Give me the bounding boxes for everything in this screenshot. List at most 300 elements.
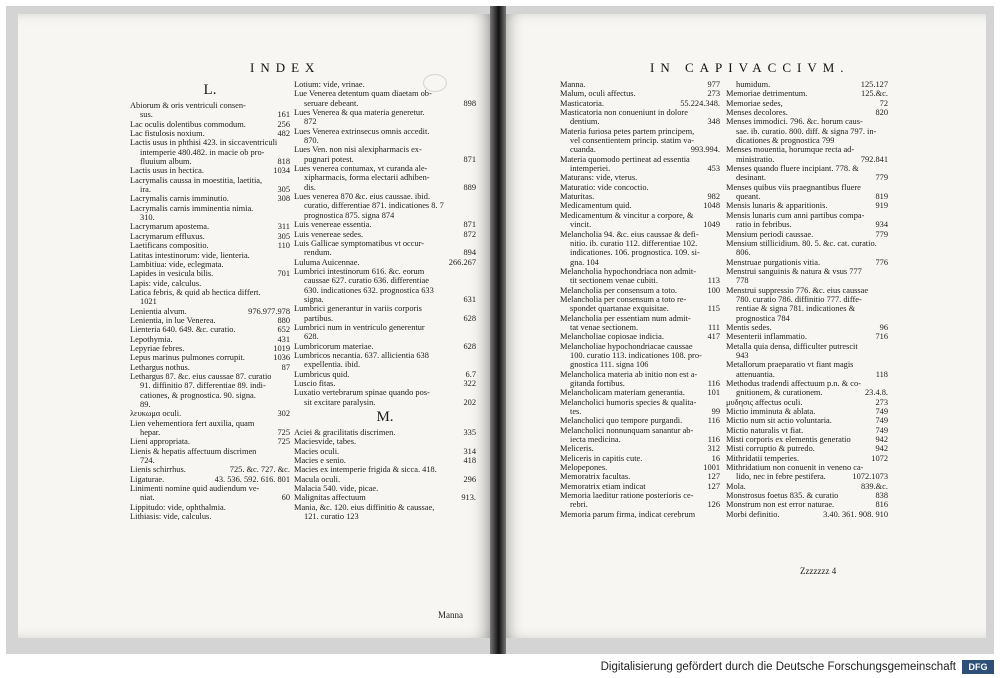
index-entry xyxy=(294,127,476,136)
entry-text: Lien vehementiora fert auxilia, quam xyxy=(130,418,255,428)
entry-text: 1021 xyxy=(140,297,157,307)
left-catchword: Manna xyxy=(438,610,463,620)
entry-text: Mentis sedes. xyxy=(726,322,772,332)
index-entry xyxy=(726,472,888,481)
entry-text: Lactis usus in phthisi 423. in siccaventriculi xyxy=(130,138,278,148)
index-entry xyxy=(130,222,290,231)
entry-page-ref: 16 xyxy=(711,453,720,463)
entry-text: Macies e senio. xyxy=(294,456,346,466)
index-entry xyxy=(560,398,720,407)
entry-page-ref: 725. &c. 727. &c. xyxy=(229,465,290,475)
entry-text: Melancholici quo tempore purgandi. xyxy=(560,416,683,426)
entry-text: Lues Venerea & qua materia generetur. xyxy=(294,108,425,118)
entry-text: Lumbricorum materiae. xyxy=(294,341,374,351)
index-entry xyxy=(726,183,888,192)
entry-text: cuanda. xyxy=(570,145,596,155)
entry-text: μυδησις affectus oculi. xyxy=(726,397,803,407)
index-entry xyxy=(130,185,290,194)
entry-page-ref: 110 xyxy=(277,241,290,251)
index-entry xyxy=(294,155,476,164)
index-entry xyxy=(560,276,720,285)
entry-text: Macula oculi. xyxy=(294,474,341,484)
index-entry xyxy=(294,276,476,285)
index-entry xyxy=(130,381,290,390)
entry-text: curatio, differentiae 871. indicationes 8. 7 xyxy=(304,201,444,211)
entry-text: Materia quomodo pertineat ad essentia xyxy=(560,154,690,164)
entry-text: Mithridatium non conuenit in veneno ca- xyxy=(726,463,864,473)
entry-page-ref: 126 xyxy=(707,500,720,510)
index-entry xyxy=(130,447,290,456)
entry-text: 724. xyxy=(140,456,155,466)
entry-text: Lumbricos necantia. 637. allicientia 638 xyxy=(294,350,429,360)
entry-text: Menses immodici. 796. &c. horum caus- xyxy=(726,117,863,127)
entry-text: Lac oculis dolentibus commodum. xyxy=(130,119,246,129)
entry-page-ref: 776 xyxy=(875,257,888,267)
index-entry xyxy=(726,239,888,248)
index-entry xyxy=(726,136,888,145)
entry-text: expellentia. ibid. xyxy=(304,360,361,370)
entry-text: spondet quartanae exquisitae. xyxy=(570,304,669,314)
entry-text: Masticatoria. xyxy=(560,98,604,108)
entry-page-ref: 431 xyxy=(277,334,290,344)
entry-page-ref: 43. 536. 592. 616. 801 xyxy=(214,474,290,484)
left-page xyxy=(18,14,494,638)
entry-page-ref: 116 xyxy=(707,435,720,445)
entry-text: Lue Venerea detentum quam diaetam ob- xyxy=(294,89,432,99)
entry-text: Lippitudo: vide, ophthalmia. xyxy=(130,502,226,512)
entry-page-ref: 1049 xyxy=(703,220,720,230)
entry-page-ref: 818 xyxy=(277,157,290,167)
entry-page-ref: 725 xyxy=(277,437,290,447)
entry-text: Lues Venerea extrinsecus omnis accedit. xyxy=(294,126,430,136)
entry-page-ref: 716 xyxy=(875,332,888,342)
index-entry xyxy=(130,493,290,502)
index-entry xyxy=(130,129,290,138)
entry-page-ref: 871 xyxy=(463,220,476,230)
entry-text: Manna. xyxy=(560,80,586,89)
left-running-head: INDEX xyxy=(250,60,321,75)
entry-text: Maciesvide, tabes. xyxy=(294,437,357,447)
index-entry xyxy=(560,117,720,126)
index-entry xyxy=(560,482,720,491)
index-entry xyxy=(294,437,476,446)
entry-text: caussae 627. curatio 636. differentiae xyxy=(304,276,429,286)
entry-page-ref: 779 xyxy=(875,229,888,239)
index-entry xyxy=(560,89,720,98)
entry-text: Luxatio vertebrarum spinae quando pos- xyxy=(294,388,430,398)
index-entry xyxy=(726,258,888,267)
funding-credit: Digitalisierung gefördert durch die Deutsche Forschungsgemeinschaft xyxy=(600,661,956,673)
index-entry xyxy=(294,192,476,201)
dfg-logo: DFG xyxy=(962,660,994,674)
index-entry xyxy=(726,416,888,425)
right-page xyxy=(500,14,986,638)
entry-text: Aciei & gracilitatis discrimen. xyxy=(294,428,396,438)
entry-page-ref: 60 xyxy=(281,493,290,503)
entry-text: Lienteria 640. 649. &c. curatio. xyxy=(130,325,236,335)
index-entry xyxy=(726,211,888,220)
entry-page-ref: 23.4.8. xyxy=(864,388,888,398)
entry-page-ref: 976.977.978 xyxy=(248,306,290,316)
entry-text: humidum. xyxy=(736,80,771,89)
entry-text: tes. xyxy=(570,407,582,417)
right-index-column-1 xyxy=(560,80,720,519)
entry-text: Melancholiae copiosae indicia. xyxy=(560,332,664,342)
entry-text: hepar. xyxy=(140,428,161,438)
entry-text: Monstrum non est error naturae. xyxy=(726,500,835,510)
index-entry xyxy=(130,194,290,203)
entry-text: ministratio. xyxy=(736,154,775,164)
index-entry xyxy=(130,400,290,409)
index-entry xyxy=(560,510,720,519)
entry-page-ref: 871 xyxy=(463,154,476,164)
entry-page-ref: 838 xyxy=(875,491,888,501)
entry-text: Lethargus 87. &c. eius caussae 87. curatio xyxy=(130,371,272,381)
entry-text: Lenientia alvum. xyxy=(130,306,187,316)
index-entry xyxy=(560,370,720,379)
index-entry xyxy=(294,428,476,437)
index-entry xyxy=(726,444,888,453)
entry-text: 630. indicationes 632. prognostica 633 xyxy=(304,285,434,295)
index-entry xyxy=(294,342,476,351)
entry-page-ref: 202 xyxy=(463,397,476,407)
entry-text: rentiae & signa 781. indicationes & xyxy=(736,304,856,314)
index-entry xyxy=(130,120,290,129)
entry-text: sus. xyxy=(140,110,153,120)
entry-text: sae. ib. curatio. 800. diff. & signa 797. in- xyxy=(736,126,877,136)
index-entry xyxy=(726,332,888,341)
entry-text: Lieni appropriata. xyxy=(130,437,190,447)
entry-page-ref: 116 xyxy=(707,416,720,426)
index-entry xyxy=(294,267,476,276)
index-entry xyxy=(560,239,720,248)
index-entry xyxy=(726,482,888,491)
entry-text: Mithridatii temperies. xyxy=(726,453,800,463)
right-index-column-2 xyxy=(726,80,888,519)
index-entry xyxy=(294,304,476,313)
entry-text: prognostica 784 xyxy=(736,313,790,323)
index-entry xyxy=(294,258,476,267)
index-entry xyxy=(130,157,290,166)
entry-page-ref: 273 xyxy=(875,397,888,407)
index-entry xyxy=(726,314,888,323)
entry-text: Lienis schirrhus. xyxy=(130,465,186,475)
entry-text: Ligaturae. xyxy=(130,474,165,484)
index-entry xyxy=(560,407,720,416)
index-entry xyxy=(560,127,720,136)
index-entry xyxy=(726,267,888,276)
entry-page-ref: 96 xyxy=(879,322,888,332)
index-entry xyxy=(560,323,720,332)
entry-text: Meliceris in capitis cute. xyxy=(560,453,643,463)
index-entry xyxy=(726,164,888,173)
entry-page-ref: 1001 xyxy=(703,463,720,473)
entry-text: intemperie 480.482. in macie ob pro- xyxy=(140,147,265,157)
entry-text: Luis Gallicae symptomatibus vt occur- xyxy=(294,238,425,248)
entry-text: Lacrymalis carnis imminentia nimia. xyxy=(130,203,254,213)
index-entry xyxy=(560,500,720,509)
index-entry xyxy=(294,230,476,239)
entry-text: 806. xyxy=(736,248,751,258)
index-entry xyxy=(560,201,720,210)
entry-page-ref: 628 xyxy=(463,341,476,351)
book-gutter xyxy=(490,6,506,654)
entry-page-ref: 417 xyxy=(707,332,720,342)
entry-page-ref: 418 xyxy=(463,456,476,466)
entry-text: Melancholia per consensum a toto re- xyxy=(560,294,687,304)
entry-text: Mania, &c. 120. eius diffinitio & caussae, xyxy=(294,502,435,512)
entry-text: 89. xyxy=(140,400,151,409)
entry-text: tit sectionem venae cubiti. xyxy=(570,276,658,286)
entry-text: Mensis lunaris & apparitionis. xyxy=(726,201,828,211)
entry-text: Misti corporis ex elementis generatio xyxy=(726,435,851,445)
entry-text: Lambitiua: vide, eclegmata. xyxy=(130,259,224,269)
entry-text: Lumbrici generantur in variis corporis xyxy=(294,304,422,314)
index-entry xyxy=(130,325,290,334)
right-catchword: Zzzzzzz 4 xyxy=(800,566,837,576)
entry-text: sit excitare paralysin. xyxy=(304,397,376,407)
entry-page-ref: 335 xyxy=(463,428,476,438)
entry-page-ref: 296 xyxy=(463,474,476,484)
index-entry xyxy=(130,176,290,185)
index-entry xyxy=(130,251,290,260)
entry-text: 100. curatio 113. indicationes 108. pro- xyxy=(570,350,702,360)
index-entry xyxy=(294,493,476,502)
index-entry xyxy=(726,276,888,285)
index-entry xyxy=(726,435,888,444)
index-entry xyxy=(130,204,290,213)
entry-text: Melancholia hypochondriaca non admit- xyxy=(560,266,697,276)
index-entry xyxy=(726,220,888,229)
index-entry xyxy=(726,230,888,239)
index-entry xyxy=(294,89,476,98)
index-entry xyxy=(294,145,476,154)
index-entry xyxy=(560,332,720,341)
left-index-column-1 xyxy=(130,80,290,521)
entry-text: 310. xyxy=(140,213,155,223)
index-entry xyxy=(130,344,290,353)
index-entry xyxy=(560,164,720,173)
entry-text: Lenientia, in lue Venerea. xyxy=(130,315,216,325)
entry-page-ref: 308 xyxy=(277,194,290,204)
entry-text: Luscio fitas. xyxy=(294,379,336,388)
entry-text: Lepus marinus pulmones corrupit. xyxy=(130,353,245,363)
entry-text: Abiorum & oris ventriculi consen- xyxy=(130,101,246,110)
index-entry xyxy=(560,136,720,145)
index-entry xyxy=(294,295,476,304)
entry-page-ref: 266.267 xyxy=(448,257,476,267)
entry-text: Lapis: vide, calculus. xyxy=(130,278,202,288)
entry-text: gnitionem, & curationem. xyxy=(736,388,823,398)
index-entry xyxy=(560,426,720,435)
index-entry xyxy=(726,201,888,210)
entry-text: niat. xyxy=(140,493,155,503)
entry-page-ref: 305 xyxy=(277,185,290,195)
index-entry xyxy=(130,307,290,316)
entry-text: Masticatoria non conueniunt in dolore xyxy=(560,108,688,118)
index-entry xyxy=(130,503,290,512)
entry-text: indicationes. 106. prognostica. 109. si- xyxy=(570,248,700,258)
index-entry xyxy=(294,456,476,465)
entry-page-ref: 982 xyxy=(707,192,720,202)
entry-text: Malacia 540. vide, picae. xyxy=(294,484,379,494)
entry-text: Mesenterii inflammatio. xyxy=(726,332,807,342)
entry-page-ref: 628 xyxy=(463,313,476,323)
index-entry xyxy=(560,286,720,295)
entry-text: lido, nec in febre pestifera. xyxy=(736,472,826,482)
index-entry xyxy=(726,388,888,397)
index-entry xyxy=(294,108,476,117)
entry-text: Menstruae purgationis vitia. xyxy=(726,257,821,267)
index-entry xyxy=(130,437,290,446)
entry-text: Malignitas affectuum xyxy=(294,493,366,503)
entry-page-ref: 305 xyxy=(277,231,290,241)
index-entry xyxy=(294,360,476,369)
entry-text: 780. curatio 786. diffinitio 777. diffe- xyxy=(736,294,862,304)
entry-text: xipharmacis, forma electarii adhiben- xyxy=(304,173,430,183)
index-entry xyxy=(294,484,476,493)
index-entry xyxy=(726,145,888,154)
entry-text: Memoriae detrimentum. xyxy=(726,89,808,99)
entry-page-ref: 302 xyxy=(277,409,290,419)
entry-text: rendum. xyxy=(304,248,332,258)
index-entry xyxy=(294,503,476,512)
entry-text: Laetificans compositio. xyxy=(130,241,209,251)
index-entry xyxy=(130,428,290,437)
index-entry xyxy=(294,80,476,89)
entry-text: Lienis & hepatis affectuum discrimen xyxy=(130,446,257,456)
entry-text: Maturitas. xyxy=(560,192,595,202)
index-entry xyxy=(560,454,720,463)
index-entry xyxy=(560,173,720,182)
entry-text: Lumbrici intestinorum 616. &c. eorum xyxy=(294,266,425,276)
entry-text: Melancholia 94. &c. eius caussae & defi- xyxy=(560,229,699,239)
entry-text: ira. xyxy=(140,185,151,195)
entry-page-ref: 913. xyxy=(461,493,476,503)
entry-page-ref: 1034 xyxy=(273,166,290,176)
entry-text: prognostica 875. signa 874 xyxy=(304,210,395,220)
entry-text: pugnari potest. xyxy=(304,154,354,164)
entry-text: iecta medicina. xyxy=(570,435,621,445)
index-entry xyxy=(294,286,476,295)
entry-text: Memoriae sedes, xyxy=(726,98,783,108)
entry-page-ref: 273 xyxy=(707,89,720,99)
index-entry xyxy=(130,353,290,362)
index-entry xyxy=(294,379,476,388)
entry-page-ref: 820 xyxy=(875,108,888,118)
entry-text: intemperiei. xyxy=(570,164,611,174)
entry-text: vincit. xyxy=(570,220,592,230)
entry-text: Macies ex intemperie frigida & sicca. 418. xyxy=(294,465,437,475)
entry-page-ref: 322 xyxy=(463,379,476,388)
entry-text: Lepothymia. xyxy=(130,334,173,344)
entry-page-ref: 779 xyxy=(875,173,888,183)
index-entry xyxy=(726,379,888,388)
index-entry xyxy=(726,491,888,500)
entry-page-ref: 115 xyxy=(707,304,720,314)
index-entry xyxy=(726,304,888,313)
index-entry xyxy=(560,230,720,239)
index-entry xyxy=(130,148,290,157)
entry-page-ref: 701 xyxy=(277,269,290,279)
entry-page-ref: 934 xyxy=(875,220,888,230)
entry-text: Lapides in vesicula bilis. xyxy=(130,269,214,279)
entry-text: nitio. ib. curatio 112. differentiae 102. xyxy=(570,238,698,248)
index-entry xyxy=(130,475,290,484)
entry-text: Lues venerea contumax, vt curanda ale- xyxy=(294,164,428,174)
index-entry xyxy=(294,512,476,521)
entry-page-ref: 348 xyxy=(707,117,720,127)
index-entry xyxy=(726,407,888,416)
index-entry xyxy=(560,155,720,164)
right-running-head: IN CAPIVACCIVM. xyxy=(650,60,850,75)
index-entry xyxy=(560,267,720,276)
index-entry xyxy=(726,398,888,407)
entry-text: Metallorum praeparatio vt fiant magis xyxy=(726,360,854,370)
entry-page-ref: 87 xyxy=(281,362,290,372)
entry-text: Metalla quia densa, difficulter putrescit xyxy=(726,341,858,351)
index-entry xyxy=(130,409,290,418)
index-entry xyxy=(294,164,476,173)
entry-text: Lumbricus quid. xyxy=(294,369,350,379)
entry-page-ref: 453 xyxy=(707,164,720,174)
index-entry xyxy=(560,435,720,444)
entry-text: ratio in febribus. xyxy=(736,220,792,230)
entry-page-ref: 161 xyxy=(277,110,290,120)
entry-page-ref: 816 xyxy=(875,500,888,510)
index-entry xyxy=(294,136,476,145)
entry-page-ref: 631 xyxy=(463,294,476,304)
entry-text: Lethargus nothus. xyxy=(130,362,190,372)
entry-text: Lues venerea 870 &c. eius caussae. ibid. xyxy=(294,192,431,202)
index-entry xyxy=(130,419,290,428)
entry-text: Latica febris, & quid ab hectica differt. xyxy=(130,287,261,297)
entry-text: 121. curatio 123 xyxy=(304,512,359,522)
entry-page-ref: 127 xyxy=(707,472,720,482)
entry-page-ref: 749 xyxy=(875,407,888,417)
index-entry xyxy=(560,379,720,388)
entry-page-ref: 256 xyxy=(277,119,290,129)
entry-text: Latitas intestinorum: vide, lienteria. xyxy=(130,250,250,260)
entry-page-ref: 101 xyxy=(707,388,720,398)
entry-text: Macies oculi. xyxy=(294,446,340,456)
section-letter: L. xyxy=(203,82,217,98)
entry-text: gna. 104 xyxy=(570,257,599,267)
index-entry xyxy=(130,260,290,269)
entry-text: Melancholici nonnunquam sanantur ab- xyxy=(560,425,694,435)
entry-text: 872 xyxy=(304,117,317,127)
entry-text: attenuantia. xyxy=(736,369,775,379)
entry-page-ref: 311 xyxy=(277,222,290,232)
index-entry xyxy=(726,173,888,182)
entry-page-ref: 889 xyxy=(463,182,476,192)
index-entry xyxy=(726,342,888,351)
index-entry xyxy=(560,258,720,267)
entry-text: Misti corruptio & putredo. xyxy=(726,444,815,454)
entry-text: Lumbrici num in ventriculo generentur xyxy=(294,322,425,332)
index-entry xyxy=(130,512,290,521)
index-entry xyxy=(560,360,720,369)
entry-text: Memoria laeditur ratione posterioris ce- xyxy=(560,491,694,501)
entry-page-ref: 127 xyxy=(707,481,720,491)
entry-page-ref: 725 xyxy=(277,428,290,438)
left-index-column-2 xyxy=(294,80,476,521)
index-entry xyxy=(726,99,888,108)
entry-text: dicationes & prognostica 799 xyxy=(736,136,835,146)
index-entry xyxy=(726,426,888,435)
entry-page-ref: 993.994. xyxy=(690,145,720,155)
entry-text: Lotium: vide, vrinae. xyxy=(294,80,365,89)
